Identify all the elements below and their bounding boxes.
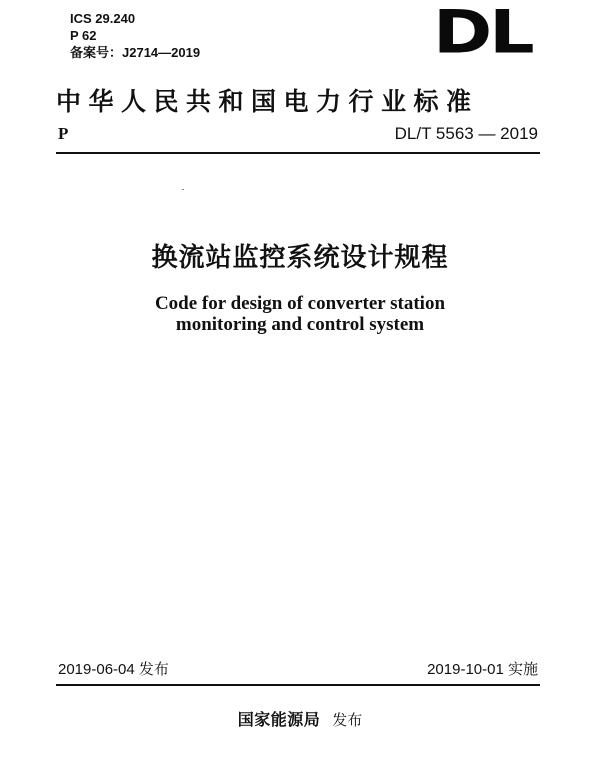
issue-date: 2019-06-04 发布 (58, 661, 169, 678)
record-number: 备案号：J2714—2019 (70, 45, 201, 60)
dl-logo: DL (433, 0, 532, 68)
category-letter: P (58, 124, 69, 143)
implementation-date: 2019-10-01 实施 (427, 661, 538, 678)
document-title-chinese: 换流站监控系统设计规程 (151, 243, 449, 273)
publish-action: 发布 (332, 711, 363, 729)
standard-type-title: 中华人民共和国电力行业标准 (56, 87, 479, 116)
classification-block (70, 10, 200, 61)
publisher-organization: 国家能源局 (237, 710, 321, 729)
standard-number: DL/T 5563 — 2019 (394, 124, 538, 143)
publisher-line (0, 707, 600, 730)
ics-code: ICS 29.240 (70, 11, 136, 26)
english-title-line-1: Code for design of converter station (154, 293, 446, 314)
english-title-line-2: monitoring and control system (175, 314, 425, 335)
document-title-english (0, 293, 600, 335)
scan-speck (182, 189, 184, 190)
bottom-divider (56, 684, 540, 686)
ccs-code: P 62 (70, 28, 97, 43)
top-divider (56, 152, 540, 154)
